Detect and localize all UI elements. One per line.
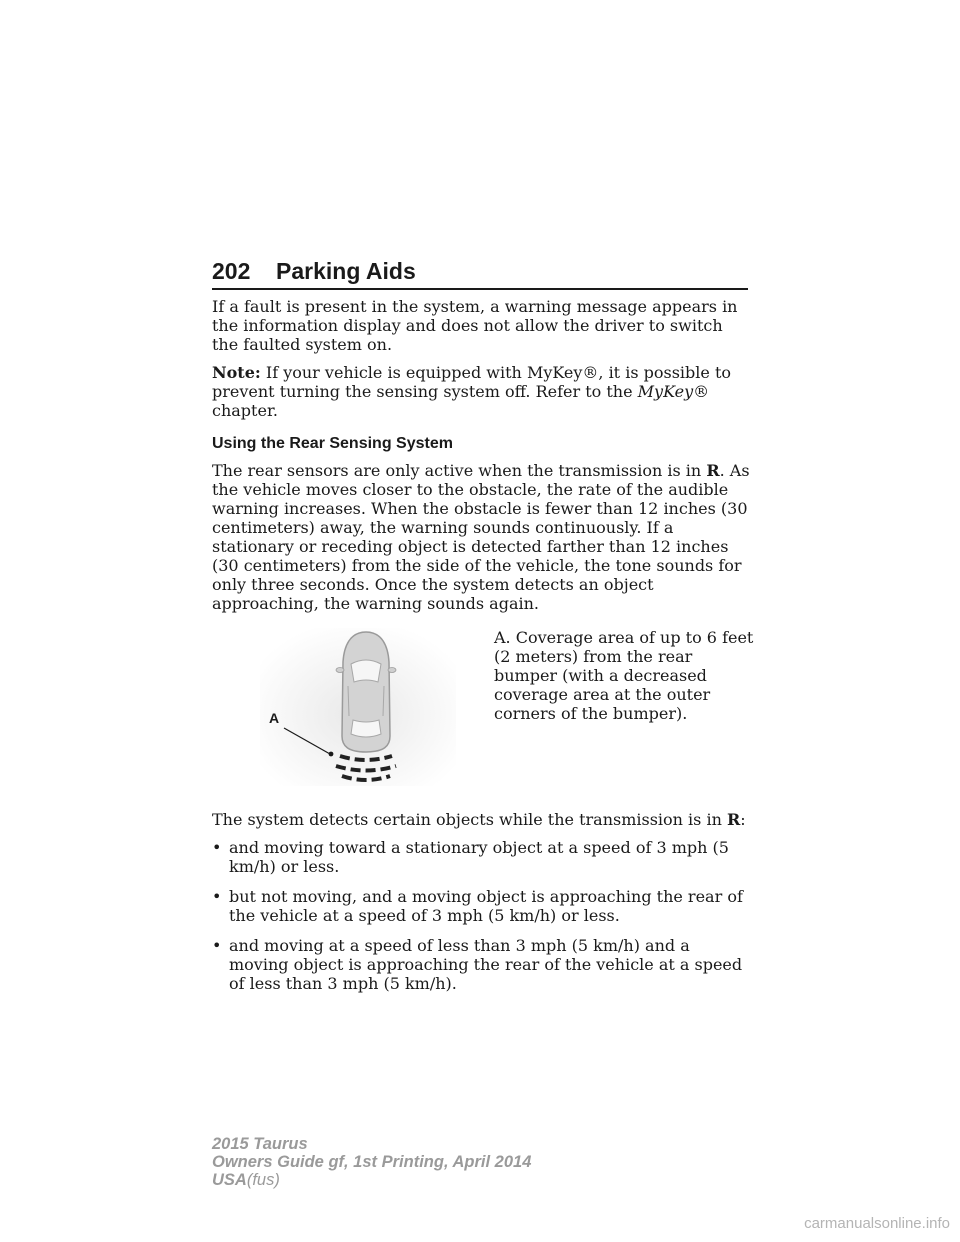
callout-letter: A (269, 710, 280, 726)
footer-code: (fus) (246, 1171, 280, 1189)
page-number: 202 (212, 258, 251, 284)
page-title: Parking Aids (276, 258, 416, 284)
callout-dot (329, 752, 334, 757)
list-item (212, 838, 752, 876)
header-rule (212, 288, 748, 290)
note-label: Note: (212, 363, 261, 382)
page-body (212, 297, 752, 1004)
bullet-glyph: • (212, 887, 222, 906)
rear-sensors-text-before: The rear sensors are only active when the transmission is in (212, 461, 702, 480)
footer-country: USA (212, 1171, 247, 1189)
rear-sensors-paragraph (212, 461, 752, 613)
detects-text-after: : (740, 810, 746, 829)
detects-text-before: The system detects certain objects while the transmission is in (212, 810, 722, 829)
list-item (212, 887, 752, 925)
gear-r-2: R (726, 810, 741, 829)
note-paragraph (212, 363, 752, 420)
gear-r: R (706, 461, 720, 480)
rear-sensors-text-after: . As the vehicle moves closer to the obstacle, the rate of the audible warning increases. When the obstacle is fewer than 12 inches (30 centimeters) away, the warning sounds continuously. If a stationary or receding object is detected farther than 12 inches (30 centimeters) from the side of the vehicle, the tone sounds for only three seconds. Once the system detects an object approaching, the warning sounds again. (212, 461, 750, 613)
detection-list (212, 838, 752, 993)
list-item-text: and moving at a speed of less than 3 mph (5 km/h) and a moving object is approaching the rear of the vehicle at a speed of less than 3 mph (5 km/h). (229, 936, 743, 993)
fault-paragraph: If a fault is present in the system, a warning message appears in the information display and does not allow the driver to switch the faulted system on. (212, 297, 738, 354)
list-item (212, 936, 752, 993)
mykey-reference: MyKey® (637, 382, 710, 401)
note-text-1: If your vehicle is equipped with MyKey®, it is possible to prevent turning the sensing system off. Refer to the (212, 363, 731, 401)
coverage-figure (212, 622, 752, 792)
note-text-2: chapter. (212, 401, 278, 420)
page-header (212, 258, 748, 292)
figure-caption: A. Coverage area of up to 6 feet (2 meters) from the rear bumper (with a decreased coverage area at the outer corners of the bumper). (494, 628, 754, 723)
footer-edition: Owners Guide gf, 1st Printing, April 2014 (212, 1153, 532, 1171)
detects-paragraph (212, 810, 752, 829)
bullet-glyph: • (212, 838, 222, 857)
bullet-glyph: • (212, 936, 222, 955)
watermark-link[interactable]: carmanualsonline.info (804, 1215, 950, 1232)
list-item-text: and moving toward a stationary object at a speed of 3 mph (5 km/h) or less. (229, 838, 729, 876)
car-top-view-icon (336, 632, 396, 752)
footer-region (212, 1171, 531, 1189)
list-item-text: but not moving, and a moving object is approaching the rear of the vehicle at a speed of 3 mph (5 km/h) or less. (229, 887, 743, 925)
section-heading: Using the Rear Sensing System (212, 435, 453, 452)
document-footer (212, 1135, 531, 1189)
footer-model: 2015 Taurus (212, 1135, 308, 1153)
vehicle-coverage-diagram (252, 624, 462, 789)
